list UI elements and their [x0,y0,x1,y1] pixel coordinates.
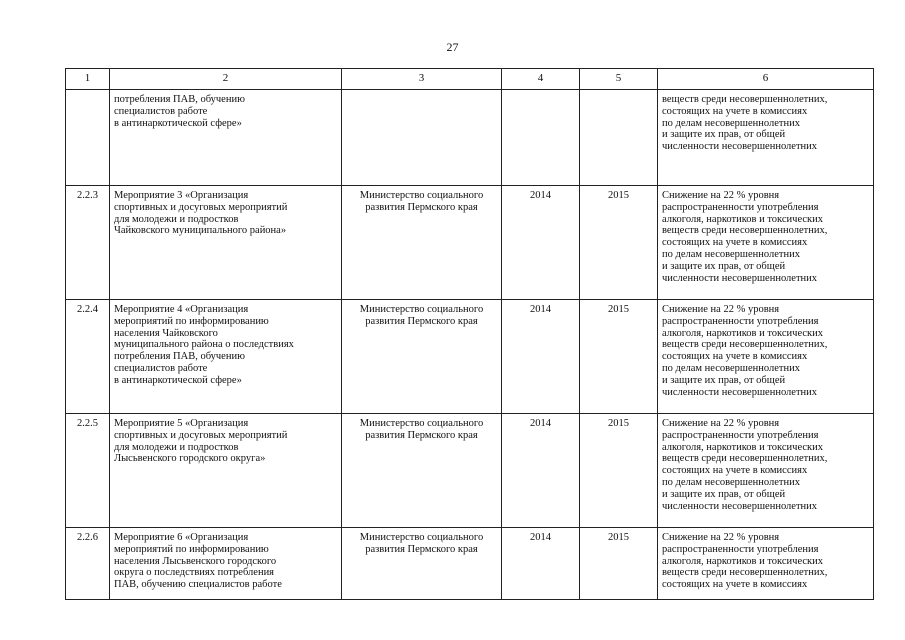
executor [342,414,502,528]
table-row [66,90,874,186]
expected-result-line: по делам несовершеннолетних [662,476,800,488]
header-col-2: 2 [110,69,342,90]
measure-name-line: муниципального района о последствиях [114,339,294,351]
header-col-1: 1 [66,69,110,90]
measure-name-line: спортивных и досуговых мероприятий [114,201,288,213]
expected-result-line: состоящих на учете в комиссиях [662,351,808,363]
table-row [66,528,874,600]
executor-line: Министерство социального [359,532,484,543]
table-header-row [66,69,874,90]
expected-result-line: и защите их прав, от общей [662,260,786,272]
start-year: 2014 [502,528,580,600]
expected-result-line: и защите их прав, от общей [662,129,786,141]
expected-result-line: распространенности употребления [662,315,819,327]
end-year: 2015 [580,414,658,528]
measure-name-line: потребления ПАВ, обучению [114,94,245,105]
header-col-5: 5 [580,69,658,90]
expected-result-line: численности несовершеннолетних [662,272,818,284]
expected-result-line: распространенности употребления [662,429,819,441]
expected-result [658,528,874,600]
measures-table [65,68,874,600]
expected-result-line: веществ среди несовершеннолетних, [662,94,828,105]
measure-name [110,186,342,300]
executor-line: развития Пермского края [365,543,478,555]
expected-result [658,186,874,300]
measure-name-line: Мероприятие 4 «Организация [114,304,249,315]
start-year: 2014 [502,300,580,414]
row-number: 2.2.5 [66,414,110,528]
header-col-4: 4 [502,69,580,90]
expected-result-line: численности несовершеннолетних [662,141,818,153]
measure-name-line: для молодежи и подростков [114,213,239,225]
expected-result-line: веществ среди несовершеннолетних, [662,453,828,465]
expected-result-line: распространенности употребления [662,201,819,213]
table-body [66,69,874,600]
executor [342,300,502,414]
row-number: 2.2.6 [66,528,110,600]
executor-line: Министерство социального [359,418,484,429]
measure-name-line: для молодежи и подростков [114,441,239,453]
expected-result-line: численности несовершеннолетних [662,386,818,398]
end-year [580,90,658,186]
executor-line: Министерство социального [359,304,484,315]
measure-name [110,90,342,186]
measure-name [110,414,342,528]
header-col-3: 3 [342,69,502,90]
header-col-6: 6 [658,69,874,90]
expected-result [658,90,874,186]
measure-name-line: специалистов работе [114,105,208,117]
row-number: 2.2.4 [66,300,110,414]
end-year: 2015 [580,186,658,300]
executor [342,528,502,600]
expected-result-line: Снижение на 22 % уровня [662,304,780,315]
expected-result-line: алкоголя, наркотиков и токсических [662,555,824,567]
expected-result-line: и защите их прав, от общей [662,374,786,386]
end-year: 2015 [580,528,658,600]
row-number [66,90,110,186]
expected-result-line: алкоголя, наркотиков и токсических [662,327,824,339]
expected-result-line: алкоголя, наркотиков и токсических [662,441,824,453]
executor-line: развития Пермского края [365,315,478,327]
measure-name-line: мероприятий по информированию [114,543,269,555]
measure-name [110,528,342,600]
expected-result [658,300,874,414]
expected-result-line: по делам несовершеннолетних [662,248,800,260]
table-row [66,300,874,414]
expected-result-line: состоящих на учете в комиссиях [662,579,808,591]
expected-result-line: и защите их прав, от общей [662,488,786,500]
expected-result-line: численности несовершеннолетних [662,500,818,512]
measure-name-line: Чайковского муниципального района» [114,225,287,237]
measure-name-line: в антинаркотической сфере» [114,374,242,386]
expected-result-line: по делам несовершеннолетних [662,362,800,374]
measure-name [110,300,342,414]
expected-result-line: веществ среди несовершеннолетних, [662,339,828,351]
measure-name-line: спортивных и досуговых мероприятий [114,429,288,441]
executor [342,90,502,186]
measure-name-line: Мероприятие 3 «Организация [114,190,249,201]
measure-name-line: Мероприятие 5 «Организация [114,418,249,429]
table-row [66,414,874,528]
measure-name-line: Лысьвенского городского округа» [114,453,266,465]
executor-line: Министерство социального [359,190,484,201]
measure-name-line: округа о последствиях потребления [114,567,275,579]
measure-name-line: в антинаркотической сфере» [114,117,242,129]
expected-result-line: Снижение на 22 % уровня [662,418,780,429]
executor-line: развития Пермского края [365,201,478,213]
table-row [66,186,874,300]
start-year [502,90,580,186]
expected-result-line: Снижение на 22 % уровня [662,190,780,201]
measure-name-line: специалистов работе [114,362,208,374]
expected-result [658,414,874,528]
page-number: 27 [446,40,459,54]
expected-result-line: алкоголя, наркотиков и токсических [662,213,824,225]
expected-result-line: распространенности употребления [662,543,819,555]
expected-result-line: Снижение на 22 % уровня [662,532,780,543]
expected-result-line: состоящих на учете в комиссиях [662,237,808,249]
measure-name-line: мероприятий по информированию [114,315,269,327]
expected-result-line: по делам несовершеннолетних [662,117,800,129]
expected-result-line: состоящих на учете в комиссиях [662,105,808,117]
measure-name-line: ПАВ, обучению специалистов работе [114,579,282,591]
measure-name-line: населения Чайковского [114,327,218,339]
measure-name-line: населения Лысьвенского городского [114,555,277,567]
executor [342,186,502,300]
start-year: 2014 [502,186,580,300]
measure-name-line: Мероприятие 6 «Организация [114,532,249,543]
expected-result-line: веществ среди несовершеннолетних, [662,567,828,579]
expected-result-line: состоящих на учете в комиссиях [662,465,808,477]
row-number: 2.2.3 [66,186,110,300]
executor-line: развития Пермского края [365,429,478,441]
measure-name-line: потребления ПАВ, обучению [114,351,245,363]
expected-result-line: веществ среди несовершеннолетних, [662,225,828,237]
start-year: 2014 [502,414,580,528]
end-year: 2015 [580,300,658,414]
